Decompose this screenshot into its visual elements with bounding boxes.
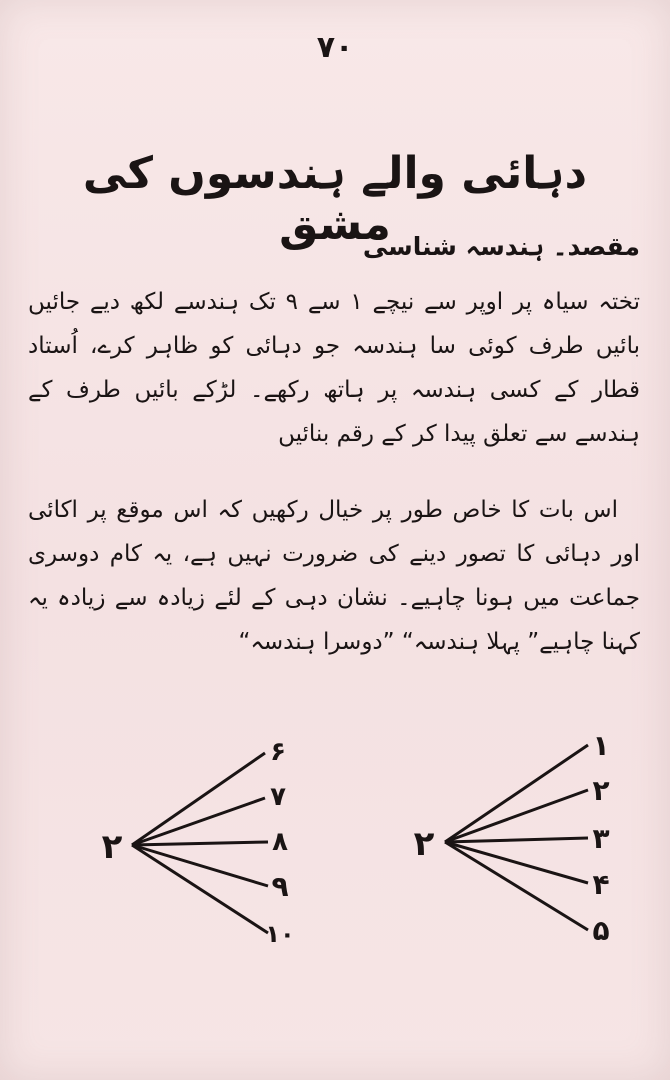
right-fan-diagram	[414, 729, 610, 947]
left-fan-number: ۹	[271, 870, 289, 903]
right-hub-number: ۲	[413, 824, 435, 864]
left-fan-number: ۱۰	[265, 920, 295, 948]
right-fan-number: ۳	[592, 822, 610, 855]
left-fan-number: ۶	[270, 737, 286, 767]
page-number: ۷۰	[316, 30, 354, 65]
note-paragraph: اس بات کا خاص طور پر خیال رکھیں کہ اس موقع پر اکائی اور دہائی کا تصور دینے کی ضرورت نہیں ہے، یہ کام دوسری جماعت میں ہونا چاہیے۔ نشان دہی کے لئے زیادہ سے زیادہ یہ کہنا چاہیے” پہلا ہندسہ“ ”دوسرا ہندسہ“	[28, 497, 640, 655]
page-title: دہائی والے ہندسوں کی مشق	[82, 148, 588, 250]
left-fan-diagram	[102, 737, 295, 948]
instruction-paragraph: تختہ سیاہ پر اوپر سے نیچے ۱ سے ۹ تک ہندسے لکھ دیے جائیں بائیں طرف کوئی سا ہندسہ جو دہائی کو ظاہر کرے، اُستاد قطار کے کسی ہندسہ پر ہاتھ رکھے۔ لڑکے بائیں طرف کے ہندسے سے تعلق پیدا کر کے رقم بنائیں	[28, 289, 641, 447]
left-fan-number: ۸	[272, 827, 288, 857]
right-fan-number: ۵	[592, 914, 610, 947]
left-hub-number: ۲	[101, 827, 123, 867]
right-fan-number: ۲	[592, 774, 610, 807]
number-fan-diagrams	[0, 690, 670, 970]
objective-heading: مقصد۔ ہندسہ شناسی	[362, 232, 640, 261]
right-fan-number: ۴	[592, 868, 610, 901]
left-fan-number: ۷	[270, 782, 286, 812]
right-fan-number: ۱	[592, 729, 610, 762]
